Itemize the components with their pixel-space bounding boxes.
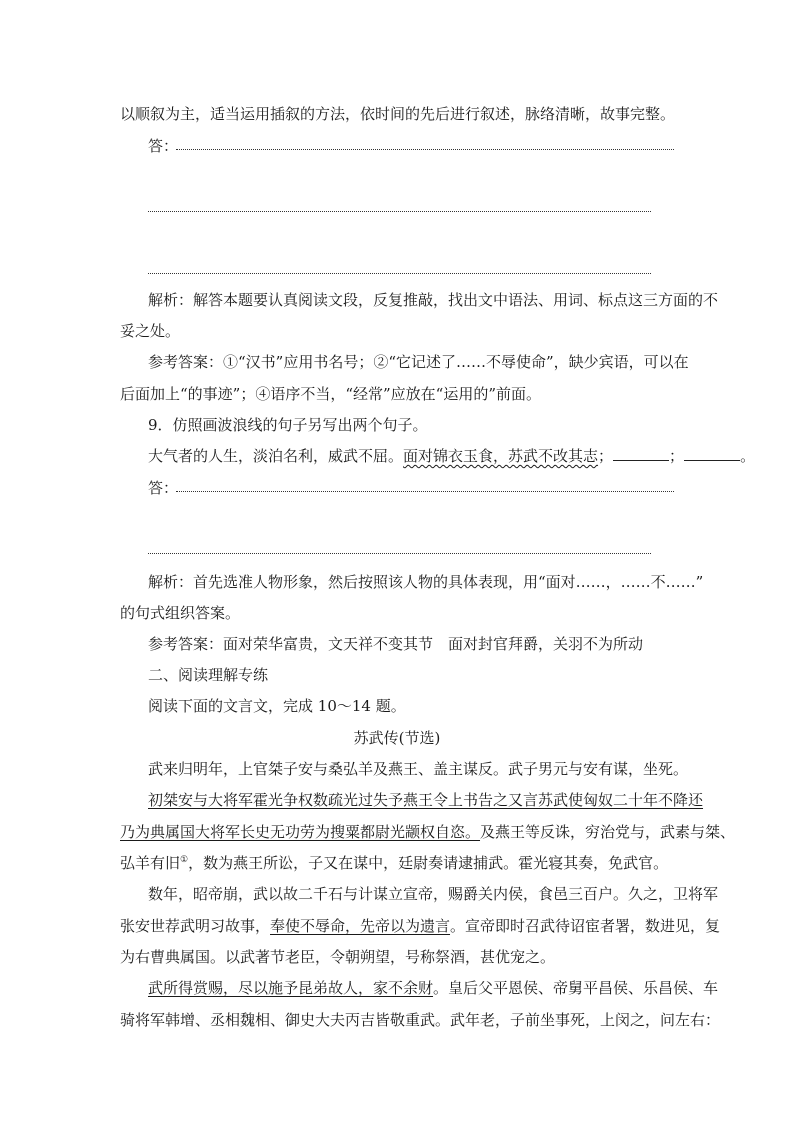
- passage-paragraph-2-end: [120, 853, 668, 873]
- q8-reference-answer: 参考答案：①“汉书”应用书名号；②“它记述了……不辱使命”，缺少宾语，可以在: [148, 353, 689, 371]
- passage-paragraph-4-cont: 骑将军韩增、丞相魏相、御史大夫丙吉皆敬重武。武年老，子前坐事死，上闵之，问左右：: [120, 1011, 721, 1029]
- underlined-sentence-cont: 乃为典属国大将军长史无功劳为搜粟都尉光颛权自恣。: [120, 823, 481, 841]
- underlined-phrase: 武所得赏赐，尽以施予昆弟故人，家不余财: [148, 979, 434, 997]
- passage-text: 张安世荐武明习故事，: [120, 917, 271, 935]
- q9-wavy-sentence: 面对锦衣玉食，苏武不改其志: [403, 447, 599, 465]
- q8-analysis-cont: 妥之处。: [120, 322, 181, 340]
- passage-paragraph-3-end: 为右曹典属国。以武著节老臣，令朝朔望，号称祭酒，甚优宠之。: [120, 948, 556, 966]
- answer-label: 答：: [148, 137, 179, 155]
- q9-reference-answer: 参考答案：面对荣华富贵，文天祥不变其节 面对封官拜爵，关羽不为所动: [148, 635, 644, 653]
- footnote-marker: ①: [180, 855, 189, 865]
- passage-text: 及燕王等反诛，穷治党与，武素与桀、: [480, 823, 736, 841]
- passage-paragraph-4: [148, 978, 718, 998]
- passage-text: 。皇后父平恩侯、帝舅平昌侯、乐昌侯、车: [433, 979, 719, 997]
- passage-title: 苏武传(节选): [353, 729, 441, 747]
- intro-paragraph: 以顺叙为主，适当运用插叙的方法，依时间的先后进行叙述，脉络清晰，故事完整。: [120, 105, 676, 123]
- answer-line: [148, 273, 651, 274]
- q9-sentence-prefix: 大气者的人生，淡泊名利，威武不屈。: [148, 447, 404, 465]
- passage-text: 。宣帝即时召武待诏宦者署，数进见，复: [450, 917, 721, 935]
- passage-paragraph-2: [148, 790, 703, 810]
- q8-reference-answer-cont: 后面加上“的事迹”；④语序不当，“经常”应放在“运用的”前面。: [120, 385, 542, 403]
- passage-paragraph-3-cont: [120, 916, 720, 936]
- q9-analysis: 解析：首先选准人物形象，然后按照该人物的具体表现，用“面对……，……不……”: [148, 573, 704, 591]
- underlined-phrase: 奉使不辱命，先帝以为遗言: [270, 917, 451, 935]
- q9-title: 9．仿照画波浪线的句子另写出两个句子。: [148, 416, 428, 434]
- underlined-sentence: 初桀安与大将军霍光争权数疏光过失予燕王令上书告之又言苏武使匈奴二十年不降还: [148, 791, 704, 809]
- q8-analysis: 解析：解答本题要认真阅读文段，反复推敲，找出文中语法、用词、标点这三方面的不: [148, 291, 719, 309]
- section-instruction: 阅读下面的文言文，完成 10～14 题。: [148, 697, 406, 715]
- passage-paragraph-1: 武来归明年，上官桀子安与桑弘羊及燕王、盖主谋反。武子男元与安有谋，坐死。: [148, 760, 689, 778]
- answer-label: 答：: [148, 479, 179, 497]
- q9-separator: ；: [669, 447, 685, 465]
- q9-analysis-cont: 的句式组织答案。: [120, 604, 241, 622]
- answer-line: [176, 491, 674, 492]
- blank-1[interactable]: [613, 446, 669, 461]
- answer-line: [176, 149, 674, 150]
- passage-text: ，数为燕王所讼，子又在谋中，廷尉奏请逮捕武。霍光寝其奏，免武官。: [188, 854, 669, 872]
- answer-line: [148, 211, 651, 212]
- section-heading: 二、阅读理解专练: [148, 666, 269, 684]
- answer-line: [148, 553, 651, 554]
- q9-sentence: [148, 446, 755, 466]
- q9-end: 。: [740, 447, 756, 465]
- passage-paragraph-3: 数年，昭帝崩，武以故二千石与计谋立宣帝，赐爵关内侯，食邑三百户。久之，卫将军: [148, 885, 719, 903]
- passage-paragraph-2-cont: [120, 822, 735, 842]
- blank-2[interactable]: [684, 446, 740, 461]
- q9-semicolon: ；: [598, 447, 614, 465]
- passage-text: 弘羊有旧: [120, 854, 181, 872]
